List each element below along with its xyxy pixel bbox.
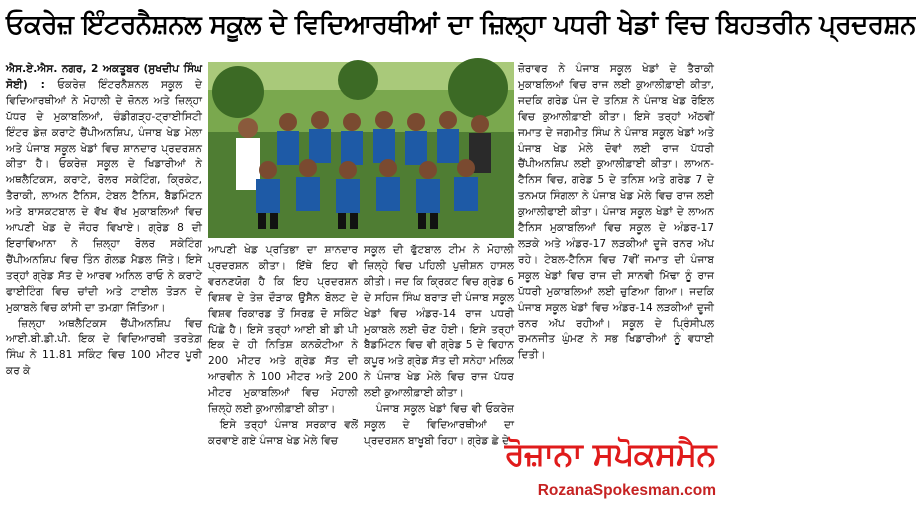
article-column-1 bbox=[6, 62, 202, 486]
article-column-2 bbox=[208, 243, 358, 483]
headline: ਓਕਰੇਜ਼ ਇੰਟਰਨੈਸ਼ਨਲ ਸਕੂਲ ਦੇ ਵਿਦਿਆਰਥੀਆਂ ਦਾ ਜ਼ਿਲ੍ਹਾ ਪਧਰੀ ਖੇਡਾਂ ਵਿਚ ਬਿਹਤਰੀਨ ਪ੍ਰਦਰਸ਼ਨ bbox=[6, 10, 916, 40]
lead-paragraph bbox=[6, 62, 202, 317]
byline: (ਸੁਖਦੀਪ ਸਿੰਘ ਸੋਈ) : bbox=[6, 63, 203, 91]
news-photo bbox=[208, 62, 514, 238]
article-column-4 bbox=[518, 62, 714, 422]
dateline: ਐਸ.ਏ.ਐਸ. ਨਗਰ, 2 ਅਕਤੂਬਰ bbox=[6, 63, 140, 75]
paragraph-text: ਇਸੇ ਤਰ੍ਹਾਂ ਪੰਜਾਬ ਸਰਕਾਰ ਵਲੋਂ ਕਰਵਾਏ ਗਏ ਪੰਜਾਬ ਖੇਡ ਮੇਲੇ ਵਿਚ bbox=[208, 418, 358, 447]
lead-text: ਓਕਰੇਜ਼ ਇੰਟਰਨੈਸ਼ਨਲ ਸਕੂਲ ਦੇ ਵਿਦਿਆਰਥੀਆਂ ਨੇ ਮੋਹਾਲੀ ਦੇ ਜ਼ੋਨਲ ਅਤੇ ਜ਼ਿਲ੍ਹਾ ਪੱਧਰ ਦੇ ਮੁਕਾਬਲਿਆਂ, ਚੰਡੀਗੜ੍ਹ-ਟ੍ਰਾਈਸਿਟੀ ਇੰਟਰ ਡੇਜ਼ ਕਰਾਟੇ ਚੈਂਪੀਅਨਸ਼ਿਪ, ਪੰਜਾਬ ਖੇਡ ਮੇਲਾ ਅਤੇ ਪੰਜਾਬ ਸਕੂਲ ਖੇਡਾਂ ਵਿਚ ਸ਼ਾਨਦਾਰ ਪ੍ਰਦਰਸ਼ਨ ਕੀਤਾ ਹੈ। ਓਕਰੇਜ਼ ਸਕੂਲ ਦੇ ਖਿਡਾਰੀਆਂ ਨੇ ਅਥਲੈਟਿਕਸ, ਕਰਾਟੇ, ਰੋਲਰ ਸਕੇਟਿੰਗ, ਕ੍ਰਿਕੇਟ, ਤੈਰਾਕੀ, ਲਾਅਨ ਟੈਨਿਸ, ਟੇਬਲ ਟੈਨਿਸ, ਬੈਡਮਿੰਟਨ ਅਤੇ ਬਾਸਕਟਬਾਲ ਦੇ ਵੱਖ ਵੱਖ ਮੁਕਾਬਲਿਆਂ ਵਿਚ ਆਪਣੀ ਖੇਡ ਦੇ ਜੌਹਰ ਵਿਖਾਏ। ਗ੍ਰੇਡ 8 ਦੀ ਇਰਾਵਿਆਨਾ ਨੇ ਜ਼ਿਲ੍ਹਾ ਰੋਲਰ ਸਕੇਟਿੰਗ ਚੈਂਪੀਅਨਸ਼ਿਪ ਵਿਚ ਤਿੰਨ ਗੋਲਡ ਮੈਡਲ ਜਿੱਤੇ। ਇਸੇ ਤਰ੍ਹਾਂ ਗ੍ਰੇਡ ਸੱਤ ਦੇ ਆਰਵ ਅਨਿਲ ਰਾਓ ਨੇ ਕਰਾਟੇ ਫਾਈਟਿੰਗ ਵਿਚ ਚਾਂਦੀ ਅਤੇ ਟਾਈਲ ਤੋੜਨ ਦੇ ਮੁਕਾਬਲੇ ਵਿਚ ਕਾਂਸੀ ਦਾ ਤਮਗ਼ਾ ਜਿੱਤਿਆ। bbox=[6, 78, 202, 314]
paragraph bbox=[364, 243, 514, 402]
paragraph-text: ਜ਼ੋਰਾਵਰ ਨੇ ਪੰਜਾਬ ਸਕੂਲ ਖੇਡਾਂ ਦੇ ਤੈਰਾਕੀ ਮੁਕਾਬਲਿਆਂ ਵਿਚ ਰਾਜ ਲਈ ਕੁਆਲੀਫ਼ਾਈ ਕੀਤਾ, ਜਦਕਿ ਗਰੇਡ ਪੰਜ ਦੇ ਤਨਿਸ਼ ਨੇ ਪੰਜਾਬ ਖੇਡ ਰੋਇਲ ਵਿਚ ਕੁਆਲੀਫ਼ਾਈ ਕੀਤਾ। ਇਸੇ ਤਰ੍ਹਾਂ ਅੱਠਵੀਂ ਜਮਾਤ ਦੇ ਜਗਮੀਤ ਸਿੰਘ ਨੇ ਪੰਜਾਬ ਸਕੂਲ ਖੇਡਾਂ ਅਤੇ ਪੰਜਾਬ ਖੇਡ ਮੇਲੇ ਦੋਵਾਂ ਲਈ ਰਾਜ ਪੱਧਰੀ ਚੈਂਪੀਅਨਸ਼ਿਪ ਲਈ ਕੁਆਲੀਫ਼ਾਈ ਕੀਤਾ। ਲਾਅਨ-ਟੈਨਿਸ ਵਿਚ, ਗਰੇਡ 5 ਦੇ ਤਨਿਸ਼ ਅਤੇ ਗਰੇਡ 7 ਦੇ ਤਨਮਯ ਸਿੰਗਲਾ ਨੇ ਪੰਜਾਬ ਖੇਡ ਮੇਲੇ ਵਿਚ ਰਾਜ ਲਈ ਕੁਆਲੀਫਾਈ ਕੀਤਾ। ਪੰਜਾਬ ਸਕੂਲ ਖੇਡਾਂ ਦੇ ਲਾਅਨ ਟੈਨਿਸ ਮੁਕਾਬਲਿਆਂ ਵਿਚ ਸਕੂਲ ਦੇ ਅੰਡਰ-17 ਲੜਕੇ ਅਤੇ ਅੰਡਰ-17 ਲੜਕੀਆਂ ਦੂਜੇ ਰਨਰ ਅੱਪ ਰਹੇ। ਟੇਬਲ-ਟੈਨਿਸ ਵਿਚ 7ਵੀਂ ਜਮਾਤ ਦੀ ਪੰਜਾਬ ਸਕੂਲ ਖੇਡਾਂ ਵਿਚ ਰਾਜ ਦੀ ਸਾਨਵੀ ਮਿੱਢਾ ਨੂੰ ਰਾਜ ਪੱਧਰੀ ਮੁਕਾਬਲਿਆਂ ਲਈ ਚੁਣਿਆ ਗਿਆ। ਜਦਕਿ ਪੰਜਾਬ ਸਕੂਲ ਖੇਡਾਂ ਵਿਚ ਅੰਡਰ-14 ਲੜਕੀਆਂ ਦੂਜੀ ਰਨਰ ਅੱਪ ਰਹੀਆਂ। ਸਕੂਲ ਦੇ ਪ੍ਰਿੰਸੀਪਲ ਰਮਨਜੀਤ ਘੁੰਮਣ ਨੇ ਸਭ ਖਿਡਾਰੀਆਂ ਨੂੰ ਵਧਾਈ ਦਿਤੀ। bbox=[518, 63, 714, 362]
paragraph-text: ਆਪਣੀ ਖੇਡ ਪ੍ਰਤਿਭਾ ਦਾ ਸ਼ਾਨਦਾਰ ਪ੍ਰਦਰਸ਼ਨ ਕੀਤਾ। ਇੱਥੇ ਇਹ ਵੀ ਵਰਨਣਯੋਗ ਹੈ ਕਿ ਇਹ ਪ੍ਰਦਰਸ਼ਨ ਵਿਸ਼ਵ ਦੇ ਤੇਜ਼ ਦੌੜਾਕ ਉਸੈਨ ਬੋਲਟ ਦੇ ਵਿਸ਼ਵ ਰਿਕਾਰਡ ਤੋਂ ਸਿਰਫ਼ ਦੋ ਸਕਿੰਟ ਪਿੱਛੇ ਹੈ। ਇਸੇ ਤਰ੍ਹਾਂ ਆਈ ਬੀ ਡੀ ਪੀ ਇਕ ਦੇ ਹੀ ਨਿਤਿਸ਼ ਕਨਕੋਟੀਆ ਨੇ 200 ਮੀਟਰ ਅਤੇ ਗ੍ਰੇਡ ਸੱਤ ਦੀ ਆਰਵੀਨ ਨੇ 100 ਮੀਟਰ ਅਤੇ 200 ਮੀਟਰ ਮੁਕਾਬਲਿਆਂ ਵਿਚ ਮੋਹਾਲੀ ਜ਼ਿਲ੍ਹੇ ਲਈ ਕੁਆਲੀਫ਼ਾਈ ਕੀਤਾ। bbox=[208, 244, 358, 416]
paragraph bbox=[6, 317, 202, 381]
paragraph-text: ਪੰਜਾਬ ਸਕੂਲ ਖੇਡਾਂ ਵਿਚ ਵੀ ਓਕਰੇਜ਼ ਸਕੂਲ ਦੇ ਵਿਦਿਆਰਥੀਆਂ ਦਾ ਪ੍ਰਦਰਸ਼ਨ ਬਾਖੂਬੀ ਰਿਹਾ। ਗ੍ਰੇਡ ਛੇ ਦੇ bbox=[364, 403, 514, 447]
paragraph-text: ਜ਼ਿਲ੍ਹਾ ਅਥਲੈਟਿਕਸ ਚੈਂਪੀਅਨਸ਼ਿਪ ਵਿਚ ਆਈ.ਬੀ.ਡੀ.ਪੀ. ਇਕ ਦੇ ਵਿਦਿਆਰਥੀ ਤਰਤੇਗ਼ ਸਿੰਘ ਨੇ 11.81 ਸਕਿੰਟ ਵਿਚ 100 ਮੀਟਰ ਪੂਰੀ ਕਰ ਕੇ bbox=[6, 317, 202, 378]
masthead-logo: ਰੋਜ਼ਾਨਾ ਸਪੋਕਸਮੈਨ bbox=[504, 435, 716, 473]
paragraph bbox=[518, 62, 714, 364]
masthead-url: RozanaSpokesman.com bbox=[537, 482, 716, 499]
team-photo-illustration bbox=[208, 62, 514, 238]
paragraph bbox=[208, 418, 358, 450]
paragraph-text: ਸਕੂਲ ਦੀ ਫੁੱਟਬਾਲ ਟੀਮ ਨੇ ਮੋਹਾਲੀ ਜ਼ਿਲ੍ਹੇ ਵਿਚ ਪਹਿਲੀ ਪੁਜ਼ੀਸ਼ਨ ਹਾਸਲ ਕੀਤੀ। ਜਦ ਕਿ ਕ੍ਰਿਕਟ ਵਿਚ ਗ੍ਰੇਡ 6 ਦੇ ਸਹਿਜ ਸਿੰਘ ਬਰਾੜ ਦੀ ਪੰਜਾਬ ਸਕੂਲ ਖੇਡਾਂ ਵਿਚ ਅੰਡਰ-14 ਰਾਜ ਪਧਰੀ ਮੁਕਾਬਲੇ ਲਈ ਚੋਣ ਹੋਈ। ਇਸੇ ਤਰ੍ਹਾਂ ਬੈਡਮਿੰਟਨ ਵਿਚ ਵੀ ਗ੍ਰੇਡ 5 ਦੇ ਵਿਹਾਨ ਕਪੂਰ ਅਤੇ ਗ੍ਰੇਡ ਸੱਤ ਦੀ ਸਨੇਹਾ ਮਲਿਕ ਨੇ ਪੰਜਾਬ ਖੇਡ ਮੇਲੇ ਵਿਚ ਰਾਜ ਪੱਧਰ ਲਈ ਕੁਆਲੀਫ਼ਾਈ ਕੀਤਾ। bbox=[364, 244, 514, 400]
paragraph bbox=[208, 243, 358, 418]
